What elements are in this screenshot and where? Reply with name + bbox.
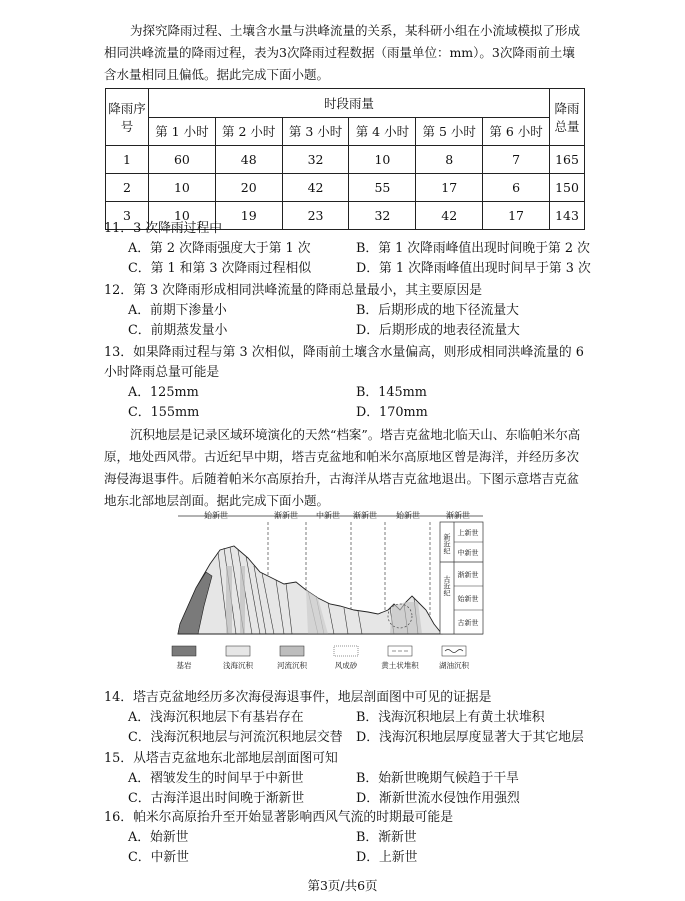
river-band [226,566,232,634]
cell: 32 [349,202,416,230]
question-stem: 14．塔吉克盆地经历多次海侵海退事件，地层剖面图中可见的证据是 [104,690,492,705]
option-c[interactable]: C．古海洋退出时间晚于渐新世 [128,791,305,806]
cell: 20 [215,174,282,202]
header-hour: 第 4 小时 [349,117,416,146]
option-a[interactable]: A．前期下渗量小 [128,303,227,318]
option-a[interactable]: A．125mm [128,385,199,400]
option-a[interactable]: A．始新世 [128,830,189,845]
intro-passage-2: 沉积地层是记录区域环境演化的天然“档案”。塔吉克盆地北临天山、东临帕米尔高原，地处西风带。古近纪早中期，塔吉克盆地和帕米尔高原地区曾是海洋，并经历多次海侵海退事件。后随着帕米尔高原抬升，古海洋从塔吉克盆地退出。下图示意塔吉克盆地东北部地层剖面。据此完成下面小题。 [104,427,581,508]
epoch-label: 中新世 [457,549,479,557]
option-c[interactable]: C．浅海沉积地层与河流沉积地层交替 [128,730,343,745]
option-d[interactable]: D．后期形成的地表径流量大 [356,323,520,338]
cell: 17 [416,174,483,202]
cell: 17 [483,202,550,230]
cell: 55 [349,174,416,202]
question-stem: 15．从塔吉克盆地东北部地层剖面图可知 [104,751,338,766]
question-15 [104,749,594,809]
option-d[interactable]: D．浅海沉积地层厚度显著大于其它地层 [356,730,584,745]
option-d[interactable]: D．170mm [356,405,428,420]
option-c[interactable]: C．155mm [128,405,200,420]
legend-label: 风成砂 [334,661,358,670]
legend-label: 湖油沉积 [439,661,469,670]
cell: 8 [416,146,483,174]
row-total: 143 [550,202,585,230]
question-12 [104,281,594,341]
cell: 32 [282,146,349,174]
option-d[interactable]: D．渐新世流水侵蚀作用强烈 [356,791,520,806]
cell: 42 [416,202,483,230]
cell: 10 [149,174,216,202]
cell: 48 [215,146,282,174]
row-seq: 1 [106,146,149,174]
header-hour: 第 1 小时 [149,117,216,146]
option-b[interactable]: B．始新世晚期气候趋于干旱 [356,771,519,786]
top-label: 始新世 [204,511,228,520]
legend-label: 河流沉积 [277,661,307,670]
option-c[interactable]: C．前期蒸发量小 [128,323,228,338]
option-b[interactable]: B．渐新世 [356,830,417,845]
top-label: 始新世 [396,511,420,520]
legend-label: 浅海沉积 [223,661,253,670]
cell: 10 [349,146,416,174]
top-label: 渐新世 [274,511,298,520]
cell: 6 [483,174,550,202]
question-14 [104,688,594,748]
legend-label: 黄土状堆积 [381,661,419,670]
header-hour: 第 5 小时 [416,117,483,146]
question-11 [104,219,594,279]
cell: 7 [483,146,550,174]
header-period: 时段雨量 [149,89,550,118]
cell: 60 [149,146,216,174]
option-c[interactable]: C．中新世 [128,850,189,865]
question-16 [104,808,594,868]
option-a[interactable]: A．浅海沉积地层下有基岩存在 [128,710,304,725]
cell: 19 [215,202,282,230]
top-label: 渐新世 [446,511,470,520]
stratigraphic-section-figure [168,506,488,686]
epoch-label: 渐新世 [457,571,479,579]
option-b[interactable]: B．后期形成的地下径流量大 [356,303,519,318]
option-b[interactable]: B．145mm [356,385,427,400]
cell: 10 [149,202,216,230]
rainfall-table [105,88,585,230]
legend-label: 基岩 [176,661,192,670]
epoch-label: 上新世 [457,529,479,537]
figure-legend [172,646,469,670]
header-hour: 第 2 小时 [215,117,282,146]
header-seq: 降雨序号 [106,89,149,146]
epoch-label: 始新世 [457,595,479,603]
cell: 42 [282,174,349,202]
option-d[interactable]: D．上新世 [356,850,418,865]
river-band [240,566,245,634]
header-hour: 第 3 小时 [282,117,349,146]
header-total: 降雨总量 [550,89,585,146]
question-13 [104,343,594,423]
intro-passage-1: 为探究降雨过程、土壤含水量与洪峰流量的关系，某科研小组在小流域模拟了形成相同洪峰流量的降雨过程，表为3次降雨过程数据（雨量单位：mm）。3次降雨前土壤含水量相同且偏低。据此完成下面小题。 [104,23,581,82]
top-label: 渐新世 [353,511,377,520]
cell: 23 [282,202,349,230]
row-total: 150 [550,174,585,202]
question-stem: 11．3 次降雨过程中 [104,221,223,236]
option-a[interactable]: A．第 2 次降雨强度大于第 1 次 [128,241,311,256]
question-stem: 13．如果降雨过程与第 3 次相似，降雨前土壤含水量偏高，则形成相同洪峰流量的 6 小时降雨总量可能是 [104,345,584,380]
option-d[interactable]: D．第 1 次降雨峰值出现时间早于第 3 次 [356,261,591,276]
epoch-label: 古新世 [457,619,479,627]
table-row [106,146,585,174]
row-seq: 3 [106,202,149,230]
option-b[interactable]: B．第 1 次降雨峰值出现时间晚于第 2 次 [356,241,590,256]
row-total: 165 [550,146,585,174]
table-row [106,174,585,202]
fold-area [390,602,422,634]
question-stem: 12．第 3 次降雨形成相同洪峰流量的降雨总量最小，其主要原因是 [104,283,483,298]
option-c[interactable]: C．第 1 和第 3 次降雨过程相似 [128,261,312,276]
option-a[interactable]: A．褶皱发生的时间早于中新世 [128,771,304,786]
question-stem: 16．帕米尔高原抬升至开始显著影响西风气流的时期最可能是 [104,810,454,825]
row-seq: 2 [106,174,149,202]
era-label: 新近纪 [443,533,451,555]
era-label: 古近纪 [443,575,451,597]
header-hour: 第 6 小时 [483,117,550,146]
page-footer: 第3页/共6页 [307,878,378,893]
option-b[interactable]: B．浅海沉积地层上有黄土状堆积 [356,710,545,725]
top-label: 中新世 [316,511,340,520]
